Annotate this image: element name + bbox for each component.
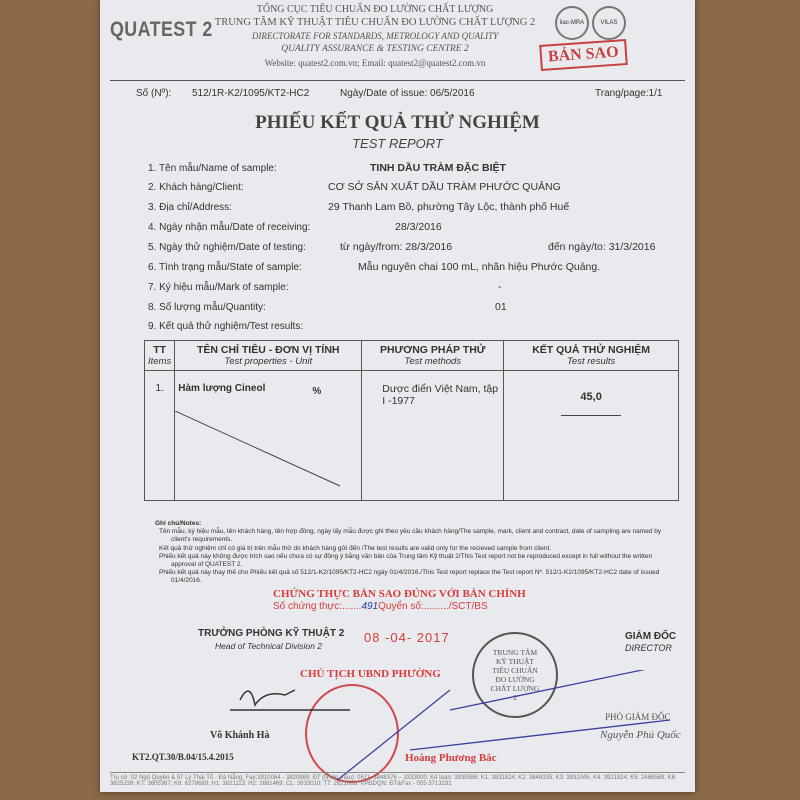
note-item: Phiếu kết quả này thay thế cho Phiếu kết quả số 512/1-K2/1095/KT2-HC2 ngày 01/4/2016./This Test report replace the Test report Nº. 512/1-K2/1095/KT2-HC2 date of issued 01/4/2016.	[159, 569, 660, 585]
client-name: CƠ SỞ SẢN XUẤT DẦU TRÀM PHƯỚC QUẢNG	[328, 181, 561, 193]
result-value: 45,0	[580, 391, 602, 403]
field-label: 4. Ngày nhận mẫu/Date of receiving:	[148, 222, 311, 233]
head-name: Võ Khánh Hà	[210, 730, 270, 741]
copy-stamp: BẢN SAO	[539, 39, 627, 71]
field-label: 1. Tên mẫu/Name of sample:	[148, 163, 277, 174]
website-email: Website: quatest2.com.vn; Email: quatest2@quatest2.com.vn	[264, 58, 486, 68]
field-label: 5. Ngày thử nghiệm/Date of testing:	[148, 242, 306, 253]
field-label: 8. Số lượng mẫu/Quantity:	[148, 302, 266, 313]
vilas-badge: VILAS	[592, 6, 626, 40]
sample-name: TINH DẦU TRÀM ĐẶC BIỆT	[370, 162, 506, 174]
ward-chair-name: Hoàng Phương Bắc	[405, 752, 497, 764]
agency-name: TỔNG CỤC TIÊU CHUẨN ĐO LƯỜNG CHẤT LƯỢNG	[256, 4, 494, 15]
director-title-en: DIRECTOR	[625, 643, 672, 653]
note-item: Kết quả thử nghiệm chỉ có giá trị trên mẫu thử do khách hàng gửi đến /The test results are valid only for the recieved sample from client.	[159, 544, 552, 552]
form-code: KT2.QT.30/B.04/15.4.2015	[132, 752, 234, 762]
receiving-date: 28/3/2016	[395, 221, 442, 233]
notes-title: Ghi chú/Notes:	[155, 520, 202, 527]
field-label: 6. Tình trạng mẫu/State of sample:	[148, 262, 302, 273]
result-cell	[504, 371, 679, 501]
quatest-logo: QUATEST 2	[110, 18, 213, 41]
testing-to: đến ngày/to: 31/3/2016	[548, 241, 656, 253]
document-page	[100, 0, 695, 792]
issue-date: Ngày/Date of issue: 06/5/2016	[340, 88, 475, 99]
centre-en: QUALITY ASSURANCE & TESTING CENTRE 2	[281, 44, 469, 54]
col-header-method: PHƯƠNG PHÁP THỬ Test methods	[362, 341, 504, 371]
unit: %	[312, 386, 322, 397]
test-method: Dược điển Việt Nam, tập I -1977	[362, 371, 504, 501]
quantity: 01	[495, 301, 507, 313]
notes-section	[155, 520, 675, 586]
property-cell	[175, 371, 362, 501]
sample-mark: -	[498, 281, 502, 293]
results-table	[144, 340, 679, 501]
report-number-label: Số (Nº):	[136, 88, 172, 99]
report-subtitle: TEST REPORT	[352, 136, 443, 151]
certify-number: 491	[361, 601, 379, 612]
certify-number-row	[273, 601, 488, 612]
date-stamp: 08 -04- 2017	[364, 630, 450, 645]
row-number: 1.	[145, 371, 175, 501]
certify-book: Quyển số:........./SCT/BS	[378, 601, 488, 612]
certify-label: Số chứng thực:.......	[273, 601, 362, 612]
col-header-items: TT Items	[145, 341, 175, 371]
col-header-result: KẾT QUẢ THỬ NGHIỆM Test results	[504, 341, 679, 371]
field-label: 2. Khách hàng/Client:	[148, 182, 244, 193]
field-label: 3. Địa chỉ/Address:	[148, 202, 232, 213]
certify-heading: CHỨNG THỰC BẢN SAO ĐÚNG VỚI BẢN CHÍNH	[273, 588, 526, 600]
page-number: Trang/page:1/1	[595, 88, 663, 99]
strike-line	[175, 411, 355, 496]
field-label: 7. Ký hiệu mẫu/Mark of sample:	[148, 282, 289, 293]
report-title: PHIẾU KẾT QUẢ THỬ NGHIỆM	[255, 112, 540, 133]
deputy-title: PHÓ GIÁM ĐỐC	[605, 712, 671, 722]
report-number: 512/1R-K2/1095/KT2-HC2	[192, 88, 310, 99]
official-seal: TRUNG TÂM KỸ THUẬT TIÊU CHUẨN ĐO LƯỜNG CHẤT LƯỢNG 2	[472, 632, 558, 718]
head-title: TRƯỞNG PHÒNG KỸ THUẬT 2	[198, 628, 345, 639]
col-header-property: TÊN CHỈ TIÊU - ĐƠN VỊ TÍNH Test properties - Unit	[175, 341, 362, 371]
ilac-mra-badge: ilac-MRA	[555, 6, 589, 40]
head-title-en: Head of Technical Division 2	[215, 641, 322, 651]
footer-contacts: Trụ sở: 02 Ngô Quyền & 97 Lý Thái Tổ - Đà Nẵng; Fax:3910064 - 3820889; ĐT (Nhận mẫu): 0511. 3848376 – 3333000; Kế toán: 3830586; K1: 3831824; K2: 3848335; K3: 3831045; K4: 3921924; K5: 2468569; K6: 3825238; K7: 3605367; K8: 6278689; H1: 3821113; H2: 2681469; CL: 3833010; TT: 2821068; VPĐDQN: ĐT&Fax - 055 3713231	[110, 772, 685, 787]
director-title: GIÁM ĐỐC	[625, 631, 677, 642]
deputy-name: Nguyễn Phú Quốc	[600, 729, 681, 741]
testing-from: từ ngày/from: 28/3/2016	[340, 241, 453, 253]
sample-state: Mẫu nguyên chai 100 mL, nhãn hiệu Phước Quảng.	[358, 261, 601, 273]
directorate-en: DIRECTORATE FOR STANDARDS, METROLOGY AND QUALITY	[251, 31, 499, 41]
result-underline	[561, 415, 621, 416]
table-row	[145, 371, 679, 501]
table-header-row	[145, 341, 679, 371]
header-divider	[110, 80, 685, 81]
ward-chair-title: CHỦ TỊCH UBND PHƯỜNG	[300, 668, 441, 680]
address: 29 Thanh Lam Bồ, phường Tây Lộc, thành phố Huế	[328, 201, 570, 213]
field-label: 9. Kết quả thử nghiệm/Test results:	[148, 321, 304, 332]
centre-name: TRUNG TÂM KỸ THUẬT TIÊU CHUẨN ĐO LƯỜNG CHẤT LƯỢNG 2	[214, 17, 536, 28]
note-item: Phiếu kết quả này không được trích sao nếu chưa có sự đồng ý bằng văn bản của Trung tâm Kỹ thuật 2/This Test report not be reproduced except in full without the written approval of QUATEST 2.	[159, 552, 653, 569]
note-item: Tên mẫu, ký hiệu mẫu, tên khách hàng, tên hợp đồng, ngày lấy mẫu được ghi theo yêu cầu khách hàng/The sample, mark, client and contract, date of sampling are named by client's requirements.	[159, 528, 662, 544]
property-name: Hàm lượng Cineol	[178, 383, 266, 394]
